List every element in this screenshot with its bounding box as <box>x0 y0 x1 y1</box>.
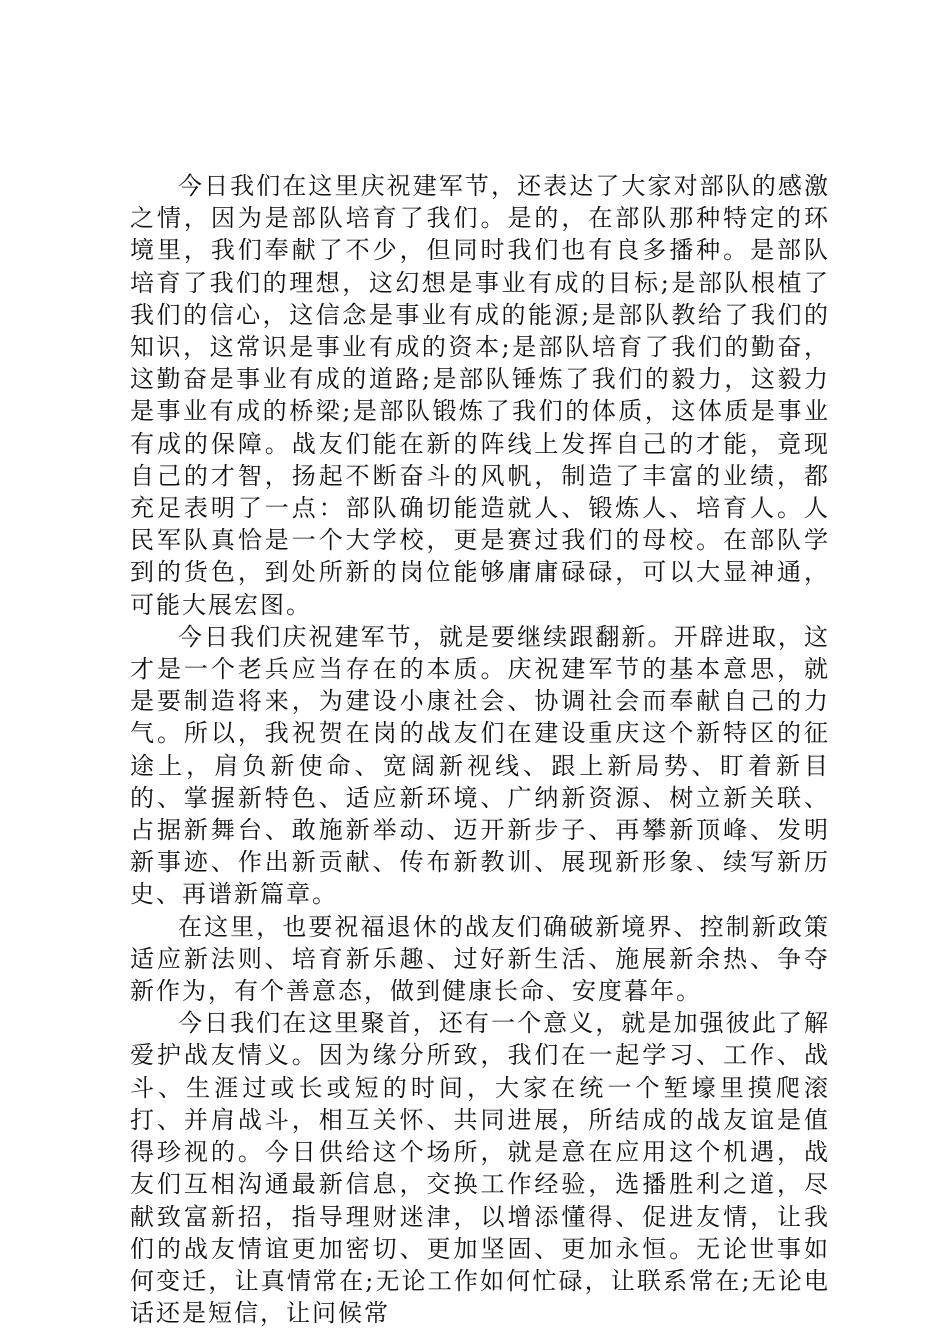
document-body <box>130 170 830 1329</box>
paragraph-3: 在这里，也要祝福退休的战友们确破新境界、控制新政策适应新法则、培育新乐趣、过好新生活、施展新余热、争夺新作为，有个善意态，做到健康长命、安度暮年。 <box>130 912 830 1006</box>
paragraph-2: 今日我们庆祝建军节，就是要继续跟翻新。开辟进取，这才是一个老兵应当存在的本质。庆祝建军节的基本意思，就是要制造将来，为建设小康社会、协调社会而奉献自己的力气。所以，我祝贺在岗的战友们在建设重庆这个新特区的征途上，肩负新使命、宽阔新视线、跟上新局势、盯着新目的、掌握新特色、适应新环境、广纳新资源、树立新关联、占据新舞台、敢施新举动、迈开新步子、再攀新顶峰、发明新事迹、作出新贡献、传布新教训、展现新形象、续写新历史、再谱新篇章。 <box>130 622 830 909</box>
paragraph-1: 今日我们在这里庆祝建军节，还表达了大家对部队的感激之情，因为是部队培育了我们。是的，在部队那种特定的环境里，我们奉献了不少，但同时我们也有良多播种。是部队培育了我们的理想，这幻想是事业有成的目标;是部队根植了我们的信心，这信念是事业有成的能源;是部队教给了我们的知识，这常识是事业有成的资本;是部队培育了我们的勤奋，这勤奋是事业有成的道路;是部队锤炼了我们的毅力，这毅力是事业有成的桥梁;是部队锻炼了我们的体质，这体质是事业有成的保障。战友们能在新的阵线上发挥自己的才能，竟现自己的才智，扬起不断奋斗的风帆，制造了丰富的业绩，都充足表明了一点：部队确切能造就人、锻炼人、培育人。人民军队真恰是一个大学校，更是赛过我们的母校。在部队学到的货色，到处所新的岗位能够庸庸碌碌，可以大显神通，可能大展宏图。 <box>130 172 830 619</box>
paragraph-4: 今日我们在这里聚首，还有一个意义，就是加强彼此了解爱护战友情义。因为缘分所致，我们在一起学习、工作、战斗、生涯过或长或短的时间，大家在统一个堑壕里摸爬滚打、并肩战斗，相互关怀、共同进展，所结成的战友谊是值得珍视的。今日供给这个场所，就是意在应用这个机遇，战友们互相沟通最新信息，交换工作经验，选播胜利之道，尽献致富新招，指导理财迷津，以增添懂得、促进友情，让我们的战友情谊更加密切、更加坚固、更加永恒。无论世事如何变迁，让真情常在;无论工作如何忙碌，让联系常在;无论电话还是短信，让问候常 <box>130 1009 830 1328</box>
